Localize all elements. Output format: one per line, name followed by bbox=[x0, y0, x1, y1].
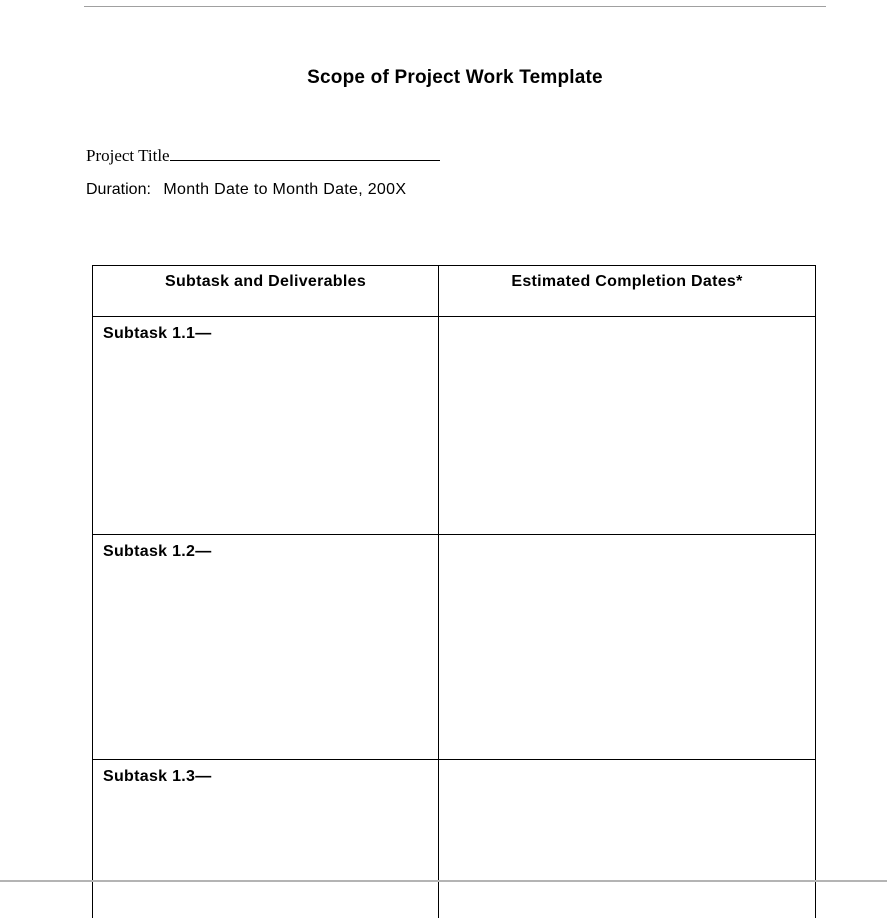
header-estimated-completion-dates: Estimated Completion Dates* bbox=[439, 266, 816, 317]
subtask-cell[interactable]: Subtask 1.1— bbox=[93, 317, 439, 535]
project-title-blank-line[interactable] bbox=[170, 146, 440, 161]
subtask-cell[interactable]: Subtask 1.3— bbox=[93, 760, 439, 918]
header-subtask-deliverables: Subtask and Deliverables bbox=[93, 266, 439, 317]
table-header-row bbox=[93, 266, 816, 317]
scope-table bbox=[92, 265, 816, 918]
duration-value: Month Date to Month Date, 200X bbox=[163, 181, 406, 198]
top-divider bbox=[84, 6, 826, 7]
table-row bbox=[93, 317, 816, 535]
completion-date-cell[interactable] bbox=[439, 535, 816, 760]
duration-field bbox=[86, 181, 406, 199]
completion-date-cell[interactable] bbox=[439, 760, 816, 918]
table-row bbox=[93, 535, 816, 760]
project-title-field bbox=[86, 146, 440, 166]
page-title: Scope of Project Work Template bbox=[0, 67, 887, 89]
duration-label: Duration: bbox=[86, 181, 151, 198]
project-title-label: Project Title bbox=[86, 146, 170, 165]
subtask-cell[interactable]: Subtask 1.2— bbox=[93, 535, 439, 760]
table-row bbox=[93, 760, 816, 918]
completion-date-cell[interactable] bbox=[439, 317, 816, 535]
